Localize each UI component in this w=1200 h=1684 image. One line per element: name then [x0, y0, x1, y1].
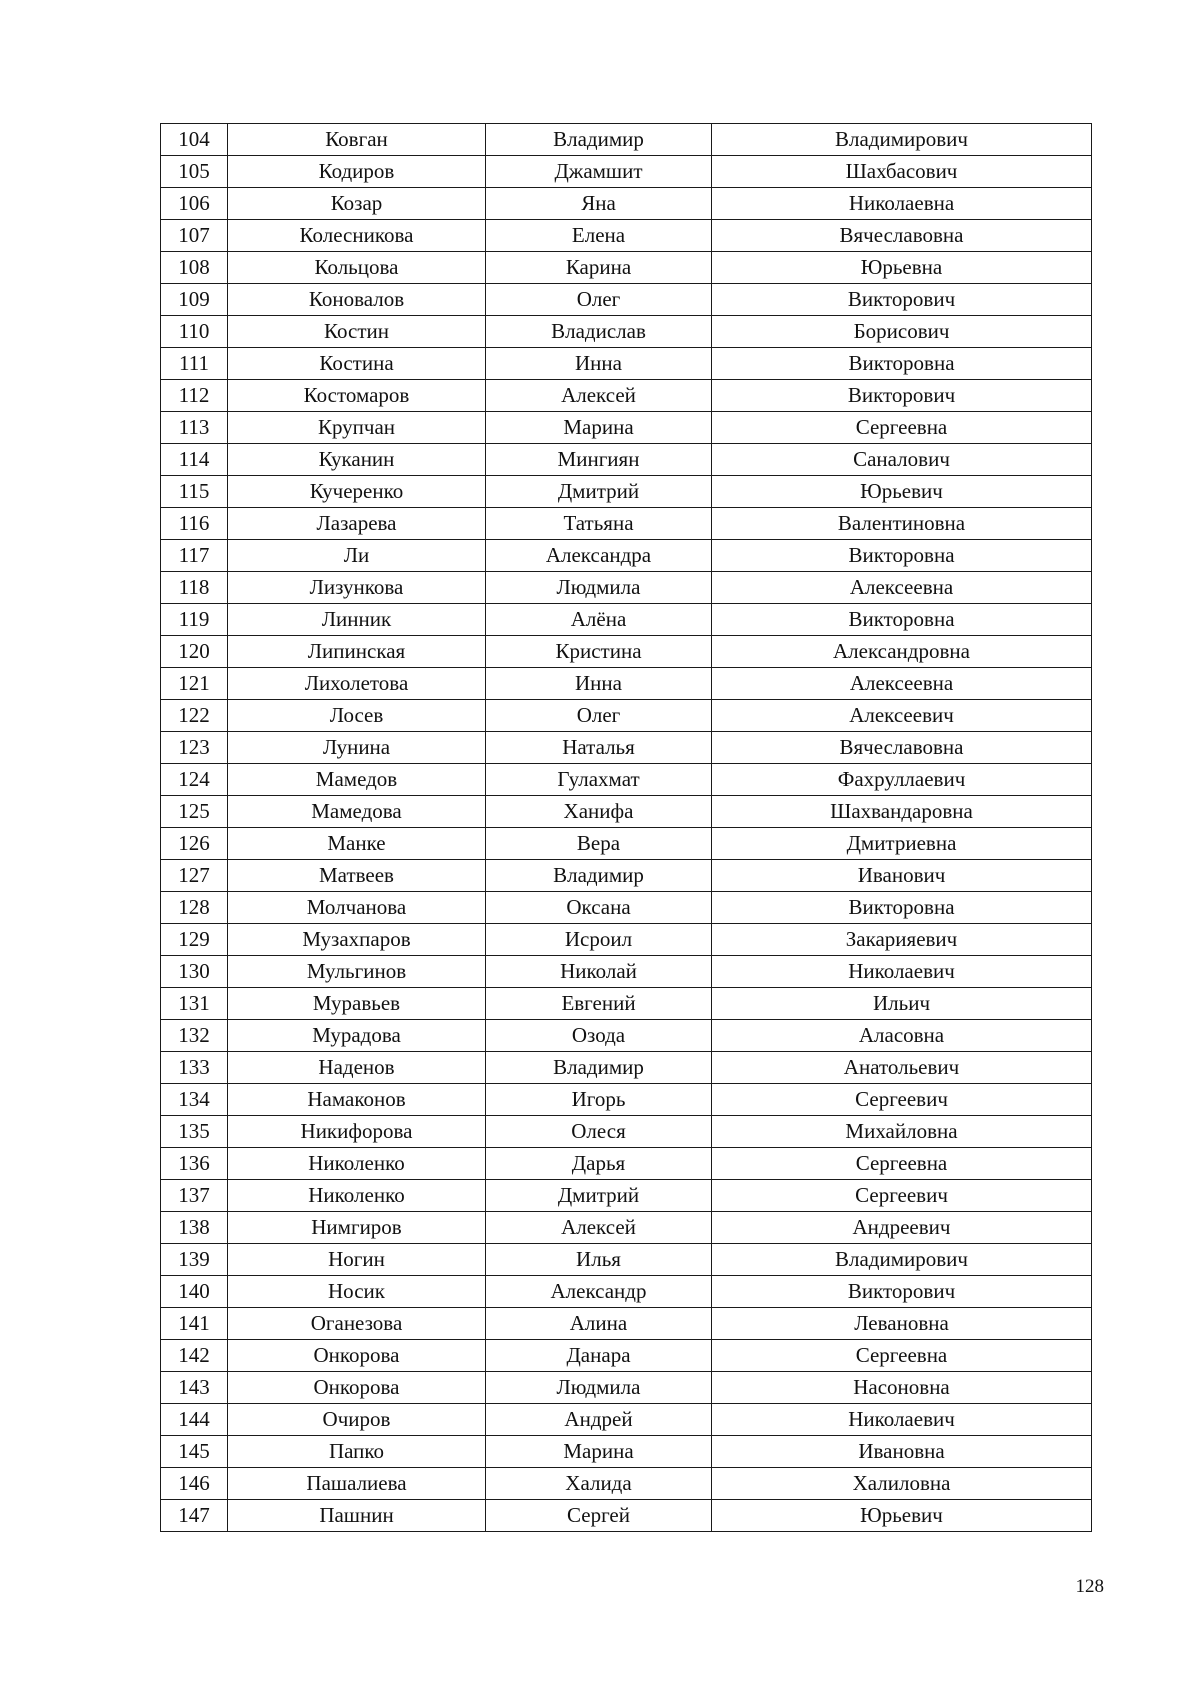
- table-row: [161, 1372, 1092, 1404]
- row-number-cell: 111: [161, 348, 228, 380]
- first-name-cell: Елена: [486, 220, 712, 252]
- table-row: [161, 860, 1092, 892]
- patronymic-cell: Михайловна: [712, 1116, 1092, 1148]
- first-name-cell: Марина: [486, 1436, 712, 1468]
- patronymic-cell: Ильич: [712, 988, 1092, 1020]
- last-name-cell: Наденов: [228, 1052, 486, 1084]
- table-row: [161, 604, 1092, 636]
- patronymic-cell: Закарияевич: [712, 924, 1092, 956]
- patronymic-cell: Алексеевич: [712, 700, 1092, 732]
- patronymic-cell: Викторовна: [712, 604, 1092, 636]
- row-number-cell: 147: [161, 1500, 228, 1532]
- first-name-cell: Олег: [486, 284, 712, 316]
- patronymic-cell: Фахруллаевич: [712, 764, 1092, 796]
- first-name-cell: Алексей: [486, 1212, 712, 1244]
- first-name-cell: Джамшит: [486, 156, 712, 188]
- row-number-cell: 109: [161, 284, 228, 316]
- row-number-cell: 141: [161, 1308, 228, 1340]
- row-number-cell: 127: [161, 860, 228, 892]
- table-row: [161, 1052, 1092, 1084]
- row-number-cell: 108: [161, 252, 228, 284]
- patronymic-cell: Борисович: [712, 316, 1092, 348]
- first-name-cell: Мингиян: [486, 444, 712, 476]
- table-row: [161, 1308, 1092, 1340]
- patronymic-cell: Юрьевна: [712, 252, 1092, 284]
- patronymic-cell: Анатольевич: [712, 1052, 1092, 1084]
- table-row: [161, 380, 1092, 412]
- table-row: [161, 476, 1092, 508]
- table-row: [161, 1020, 1092, 1052]
- patronymic-cell: Алексеевна: [712, 668, 1092, 700]
- first-name-cell: Алина: [486, 1308, 712, 1340]
- patronymic-cell: Алексеевна: [712, 572, 1092, 604]
- table-row: [161, 1084, 1092, 1116]
- row-number-cell: 125: [161, 796, 228, 828]
- last-name-cell: Ковган: [228, 124, 486, 156]
- row-number-cell: 115: [161, 476, 228, 508]
- row-number-cell: 137: [161, 1180, 228, 1212]
- table-row: [161, 636, 1092, 668]
- row-number-cell: 110: [161, 316, 228, 348]
- row-number-cell: 140: [161, 1276, 228, 1308]
- first-name-cell: Халида: [486, 1468, 712, 1500]
- row-number-cell: 116: [161, 508, 228, 540]
- table-row: [161, 1212, 1092, 1244]
- last-name-cell: Куканин: [228, 444, 486, 476]
- patronymic-cell: Александровна: [712, 636, 1092, 668]
- table-row: [161, 540, 1092, 572]
- first-name-cell: Евгений: [486, 988, 712, 1020]
- patronymic-cell: Сергеевич: [712, 1180, 1092, 1212]
- table-row: [161, 764, 1092, 796]
- patronymic-cell: Дмитриевна: [712, 828, 1092, 860]
- row-number-cell: 145: [161, 1436, 228, 1468]
- row-number-cell: 105: [161, 156, 228, 188]
- patronymic-cell: Саналович: [712, 444, 1092, 476]
- patronymic-cell: Вячеславовна: [712, 220, 1092, 252]
- row-number-cell: 107: [161, 220, 228, 252]
- table-row: [161, 668, 1092, 700]
- row-number-cell: 134: [161, 1084, 228, 1116]
- last-name-cell: Мамедов: [228, 764, 486, 796]
- table-row: [161, 572, 1092, 604]
- first-name-cell: Александр: [486, 1276, 712, 1308]
- last-name-cell: Намаконов: [228, 1084, 486, 1116]
- last-name-cell: Папко: [228, 1436, 486, 1468]
- last-name-cell: Кодиров: [228, 156, 486, 188]
- table-row: [161, 444, 1092, 476]
- patronymic-cell: Николаевич: [712, 1404, 1092, 1436]
- last-name-cell: Муравьев: [228, 988, 486, 1020]
- patronymic-cell: Викторович: [712, 1276, 1092, 1308]
- first-name-cell: Александра: [486, 540, 712, 572]
- first-name-cell: Инна: [486, 668, 712, 700]
- patronymic-cell: Сергеевна: [712, 412, 1092, 444]
- last-name-cell: Мурадова: [228, 1020, 486, 1052]
- patronymic-cell: Насоновна: [712, 1372, 1092, 1404]
- first-name-cell: Наталья: [486, 732, 712, 764]
- last-name-cell: Молчанова: [228, 892, 486, 924]
- first-name-cell: Исроил: [486, 924, 712, 956]
- row-number-cell: 106: [161, 188, 228, 220]
- row-number-cell: 130: [161, 956, 228, 988]
- row-number-cell: 139: [161, 1244, 228, 1276]
- first-name-cell: Олеся: [486, 1116, 712, 1148]
- patronymic-cell: Владимирович: [712, 124, 1092, 156]
- first-name-cell: Николай: [486, 956, 712, 988]
- patronymic-cell: Ивановна: [712, 1436, 1092, 1468]
- patronymic-cell: Валентиновна: [712, 508, 1092, 540]
- row-number-cell: 126: [161, 828, 228, 860]
- first-name-cell: Владислав: [486, 316, 712, 348]
- first-name-cell: Инна: [486, 348, 712, 380]
- last-name-cell: Лазарева: [228, 508, 486, 540]
- first-name-cell: Гулахмат: [486, 764, 712, 796]
- table-row: [161, 188, 1092, 220]
- last-name-cell: Мамедова: [228, 796, 486, 828]
- last-name-cell: Кольцова: [228, 252, 486, 284]
- row-number-cell: 131: [161, 988, 228, 1020]
- first-name-cell: Яна: [486, 188, 712, 220]
- first-name-cell: Алёна: [486, 604, 712, 636]
- first-name-cell: Олег: [486, 700, 712, 732]
- row-number-cell: 113: [161, 412, 228, 444]
- first-name-cell: Кристина: [486, 636, 712, 668]
- first-name-cell: Андрей: [486, 1404, 712, 1436]
- patronymic-cell: Сергеевич: [712, 1084, 1092, 1116]
- last-name-cell: Ли: [228, 540, 486, 572]
- patronymic-cell: Викторовна: [712, 892, 1092, 924]
- table-row: [161, 1340, 1092, 1372]
- table-row: [161, 1436, 1092, 1468]
- last-name-cell: Нимгиров: [228, 1212, 486, 1244]
- last-name-cell: Лунина: [228, 732, 486, 764]
- patronymic-cell: Левановна: [712, 1308, 1092, 1340]
- row-number-cell: 136: [161, 1148, 228, 1180]
- row-number-cell: 121: [161, 668, 228, 700]
- patronymic-cell: Вячеславовна: [712, 732, 1092, 764]
- row-number-cell: 133: [161, 1052, 228, 1084]
- table-row: [161, 1116, 1092, 1148]
- patronymic-cell: Викторович: [712, 380, 1092, 412]
- first-name-cell: Вера: [486, 828, 712, 860]
- table-row: [161, 252, 1092, 284]
- last-name-cell: Николенко: [228, 1148, 486, 1180]
- patronymic-cell: Шахвандаровна: [712, 796, 1092, 828]
- row-number-cell: 104: [161, 124, 228, 156]
- row-number-cell: 143: [161, 1372, 228, 1404]
- table-row: [161, 156, 1092, 188]
- last-name-cell: Колесникова: [228, 220, 486, 252]
- first-name-cell: Оксана: [486, 892, 712, 924]
- first-name-cell: Марина: [486, 412, 712, 444]
- first-name-cell: Ханифа: [486, 796, 712, 828]
- table-row: [161, 1244, 1092, 1276]
- table-row: [161, 124, 1092, 156]
- last-name-cell: Костин: [228, 316, 486, 348]
- row-number-cell: 128: [161, 892, 228, 924]
- last-name-cell: Лизункова: [228, 572, 486, 604]
- patronymic-cell: Шахбасович: [712, 156, 1092, 188]
- first-name-cell: Людмила: [486, 1372, 712, 1404]
- patronymic-cell: Иванович: [712, 860, 1092, 892]
- first-name-cell: Карина: [486, 252, 712, 284]
- page-number: 128: [1075, 1576, 1104, 1597]
- patronymic-cell: Викторович: [712, 284, 1092, 316]
- patronymic-cell: Юрьевич: [712, 1500, 1092, 1532]
- row-number-cell: 132: [161, 1020, 228, 1052]
- row-number-cell: 120: [161, 636, 228, 668]
- first-name-cell: Дарья: [486, 1148, 712, 1180]
- last-name-cell: Музахпаров: [228, 924, 486, 956]
- first-name-cell: Дмитрий: [486, 476, 712, 508]
- last-name-cell: Носик: [228, 1276, 486, 1308]
- last-name-cell: Коновалов: [228, 284, 486, 316]
- first-name-cell: Владимир: [486, 124, 712, 156]
- patronymic-cell: Аласовна: [712, 1020, 1092, 1052]
- first-name-cell: Алексей: [486, 380, 712, 412]
- last-name-cell: Липинская: [228, 636, 486, 668]
- row-number-cell: 142: [161, 1340, 228, 1372]
- table-row: [161, 220, 1092, 252]
- patronymic-cell: Николаевна: [712, 188, 1092, 220]
- last-name-cell: Лосев: [228, 700, 486, 732]
- row-number-cell: 135: [161, 1116, 228, 1148]
- roster-table-body: [161, 124, 1092, 1532]
- patronymic-cell: Владимирович: [712, 1244, 1092, 1276]
- last-name-cell: Крупчан: [228, 412, 486, 444]
- table-row: [161, 1180, 1092, 1212]
- row-number-cell: 112: [161, 380, 228, 412]
- row-number-cell: 124: [161, 764, 228, 796]
- patronymic-cell: Юрьевич: [712, 476, 1092, 508]
- last-name-cell: Онкорова: [228, 1372, 486, 1404]
- last-name-cell: Линник: [228, 604, 486, 636]
- first-name-cell: Илья: [486, 1244, 712, 1276]
- last-name-cell: Мульгинов: [228, 956, 486, 988]
- patronymic-cell: Николаевич: [712, 956, 1092, 988]
- patronymic-cell: Викторовна: [712, 348, 1092, 380]
- table-row: [161, 1468, 1092, 1500]
- table-row: [161, 988, 1092, 1020]
- table-row: [161, 348, 1092, 380]
- row-number-cell: 114: [161, 444, 228, 476]
- table-row: [161, 700, 1092, 732]
- first-name-cell: Людмила: [486, 572, 712, 604]
- table-row: [161, 828, 1092, 860]
- last-name-cell: Лихолетова: [228, 668, 486, 700]
- last-name-cell: Оганезова: [228, 1308, 486, 1340]
- row-number-cell: 119: [161, 604, 228, 636]
- row-number-cell: 118: [161, 572, 228, 604]
- table-row: [161, 796, 1092, 828]
- last-name-cell: Очиров: [228, 1404, 486, 1436]
- row-number-cell: 144: [161, 1404, 228, 1436]
- patronymic-cell: Викторовна: [712, 540, 1092, 572]
- last-name-cell: Ногин: [228, 1244, 486, 1276]
- first-name-cell: Озода: [486, 1020, 712, 1052]
- table-row: [161, 1500, 1092, 1532]
- last-name-cell: Кучеренко: [228, 476, 486, 508]
- first-name-cell: Данара: [486, 1340, 712, 1372]
- first-name-cell: Сергей: [486, 1500, 712, 1532]
- last-name-cell: Костина: [228, 348, 486, 380]
- last-name-cell: Манке: [228, 828, 486, 860]
- table-row: [161, 956, 1092, 988]
- row-number-cell: 146: [161, 1468, 228, 1500]
- patronymic-cell: Андреевич: [712, 1212, 1092, 1244]
- first-name-cell: Владимир: [486, 1052, 712, 1084]
- table-row: [161, 284, 1092, 316]
- last-name-cell: Онкорова: [228, 1340, 486, 1372]
- patronymic-cell: Сергеевна: [712, 1148, 1092, 1180]
- last-name-cell: Матвеев: [228, 860, 486, 892]
- row-number-cell: 129: [161, 924, 228, 956]
- last-name-cell: Никифорова: [228, 1116, 486, 1148]
- last-name-cell: Костомаров: [228, 380, 486, 412]
- first-name-cell: Игорь: [486, 1084, 712, 1116]
- patronymic-cell: Халиловна: [712, 1468, 1092, 1500]
- row-number-cell: 123: [161, 732, 228, 764]
- table-row: [161, 316, 1092, 348]
- table-row: [161, 892, 1092, 924]
- last-name-cell: Пашалиева: [228, 1468, 486, 1500]
- last-name-cell: Козар: [228, 188, 486, 220]
- first-name-cell: Владимир: [486, 860, 712, 892]
- table-row: [161, 508, 1092, 540]
- table-row: [161, 732, 1092, 764]
- roster-table: [160, 123, 1092, 1532]
- table-row: [161, 412, 1092, 444]
- last-name-cell: Пашнин: [228, 1500, 486, 1532]
- table-row: [161, 924, 1092, 956]
- table-row: [161, 1148, 1092, 1180]
- row-number-cell: 122: [161, 700, 228, 732]
- patronymic-cell: Сергеевна: [712, 1340, 1092, 1372]
- row-number-cell: 138: [161, 1212, 228, 1244]
- row-number-cell: 117: [161, 540, 228, 572]
- table-row: [161, 1276, 1092, 1308]
- first-name-cell: Татьяна: [486, 508, 712, 540]
- last-name-cell: Николенко: [228, 1180, 486, 1212]
- first-name-cell: Дмитрий: [486, 1180, 712, 1212]
- table-row: [161, 1404, 1092, 1436]
